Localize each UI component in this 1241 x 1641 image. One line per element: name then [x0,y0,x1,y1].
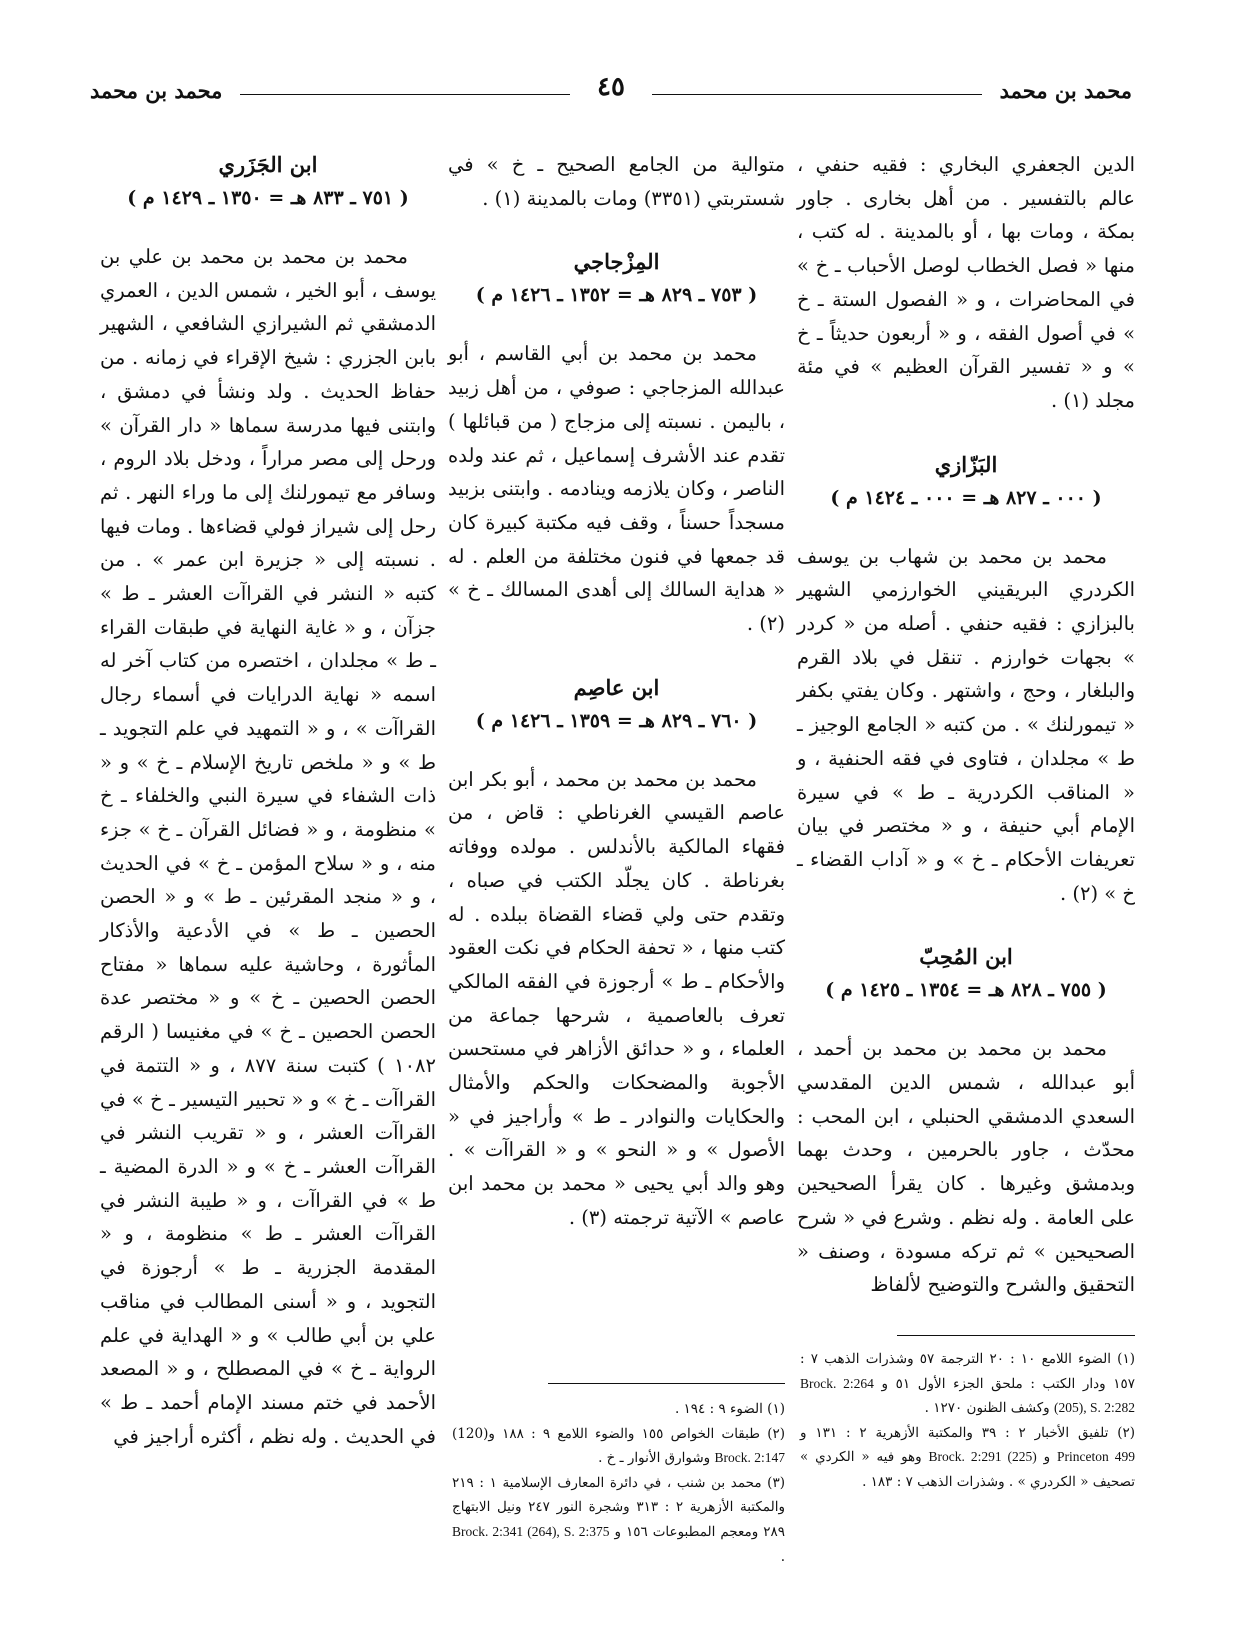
header-rule-left [240,94,570,95]
footnote-right-1-tail: وكشف الظنون ١٢٧٠ . [924,1400,1050,1417]
footnote-right-2-princeton: Princeton 499 [1057,1449,1135,1465]
entry-title-bazzazi: البَزّازي [934,451,998,477]
entry-dates-mizjaji: ( ٧٥٣ ـ ٨٢٩ هـ = ١٣٥٢ ـ ١٤٢٦ م ) [475,284,758,307]
footnote-middle-2-text: (٢) طبقات الخواص ١٥٥ والضوء اللامع ٩ : ١٨٨ و(120) [452,1425,786,1442]
footnote-right-2-brock: Brock. 2:291 (225) [928,1449,1037,1465]
entry-title-mizjaji: المِزْجاجي [573,249,660,275]
continued-text-middle: متوالية من الجامع الصحيح ـ خ » في شستربتي (٣٣٥١) ومات بالمدينة (١) . [448,153,785,210]
column-right [797,148,1135,1302]
entry-dates-ibn-asim: ( ٧٦٠ ـ ٨٢٩ هـ = ١٣٥٩ ـ ١٤٢٦ م ) [475,709,758,732]
continued-text: الدين الجعفري البخاري : فقيه حنفي ، عالم بالتفسير . من أهل بخارى . جاور بمكة ، ومات بها ، أو بالمدينة . له كتب ، منها « فصل الخطاب لوصل الأحباب ـ خ » في المحاضرات ، و « الفصول الستة ـ خ » في أصول الفقه ، و « أربعون حديثاً ـ خ » و « تفسير القرآن العظيم » في مئة مجلد (١) . [797,153,1135,412]
footnote-right-2-text: (٢) تلفيق الأخبار ٢ : ٣٩ والمكتبة الأزهرية ٢ : ١٣١ و [800,1424,1136,1441]
page-number: ٤٥ [597,72,625,102]
footnote-rule-middle [548,1383,785,1384]
entry-dates-ibn-almuhibb: ( ٧٥٥ ـ ٨٢٨ هـ = ١٣٥٤ ـ ١٤٢٥ م ) [825,979,1107,1002]
entry-text-mizjaji: محمد بن محمد بن أبي القاسم ، أبو عبدالله المزجاجي : صوفي ، من أهل زبيد ، باليمن . نسبته إلى مزجاج ( من قبائلها ) تقدم عند الأشرف إسماعيل ، ثم عند ولده الناصر ، وكان يلازمه وينادمه . وابتنى بزبيد مسجداً حسناً ، وقف فيه مكتبة كبيرة كان قد جمعها في فنون مختلفة من العلم . له « هداية السالك إلى أهدى المسالك ـ خ » (٢) . [448,342,785,636]
entry-dates-ibn-aljazari: ( ٧٥١ ـ ٨٣٣ هـ = ١٣٥٠ ـ ١٤٢٩ م ) [127,187,409,209]
entry-text-ibn-almuhibb: محمد بن محمد بن محمد بن أحمد ، أبو عبدالله ، شمس الدين المقدسي السعدي الدمشقي الحنبلي ، ابن المحب : محدّث ، جاور بالحرمين ، وحدث بهما وبدمشق وغيرها . كان يقرأ الصحيحين على العامة . وله نظم . وشرع في « شرح الصحيحين » ثم تركه مسودة ، وصنف « التحقيق والشرح والتوضيح لألفاظ [797,1037,1135,1297]
footnote-middle-2 [452,1422,785,1471]
footnote-middle-3-tail: . [780,1548,785,1565]
footnotes-middle [452,1397,785,1569]
entry-text-ibn-aljazari: محمد بن محمد بن محمد بن علي بن يوسف ، أبو الخير ، شمس الدين ، العمري الدمشقي ثم الشيرازي الشافعي ، الشهير بابن الجزري : شيخ الإقراء في زمانه . من حفاظ الحديث . ولد ونشأ في دمشق ، وابتنى فيها مدرسة سماها « دار القرآن » ورحل إلى مصر مراراً ، ودخل بلاد الروم ، وسافر مع تيمورلنك إلى ما وراء النهر . ثم رحل إلى شيراز فولي قضاءها . ومات فيها . نسبته إلى « جزيرة ابن عمر » . من كتبه « النشر في القراآت العشر ـ ط » جزآن ، و « غاية النهاية في طبقات القراء ـ ط » مجلدان ، اختصره من كتاب آخر له اسمه « نهاية الدرايات في أسماء رجال القراآت » ، و « التمهيد في علم التجويد ـ ط » و « ملخص تاريخ الإسلام ـ خ » و « ذات الشفاء في سيرة النبي والخلفاء ـ خ » منظومة ، و « فضائل القرآن ـ خ » جزء منه ، و « سلاح المؤمن ـ خ » في الحديث ، و « منجد المقرئين ـ ط » و « الحصن الحصين ـ ط » في الأدعية والأذكار المأثورة ، وحاشية عليه سماها « مفتاح الحصن الحصين ـ خ » و « مختصر عدة الحصن الحصين ـ خ » في مغنيسا ( الرقم ١٠٨٢ ) كتبت سنة ٨٧٧ ، و « التتمة في القراآت ـ خ » و « تحبير التيسير ـ خ » في القراآت العشر ، و « تقريب النشر في القراآت العشر ـ خ » و « الدرة المضية ـ ط » في القراآت ، و « طيبة النشر في القراآت العشر ـ ط » منظومة ، و « المقدمة الجزرية ـ ط » أرجوزة في التجويد ، و « أسنى المطالب في مناقب علي بن أبي طالب » و « الهداية في علم الرواية ـ خ » في المصطلح ، و « المصعد الأحمد في ختم مسند الإمام أحمد ـ ط » في الحديث . وله نظم ، أكثره أراجيز في [100,245,436,1448]
footnote-right-2-and: و [1043,1449,1051,1466]
entry-title-ibn-aljazari: ابن الجَزَري [218,152,318,177]
footnote-right-2-tail: وهو فيه « الكردي » تصحيف « الكردري » . وشذرات الذهب ٧ : ١٨٣ . [800,1449,1135,1490]
footnote-right-2 [800,1421,1135,1495]
running-head-left: محمد بن محمد [90,78,223,103]
running-head-right: محمد بن محمد [999,78,1132,103]
entry-title-ibn-asim: ابن عاصِم [573,674,660,700]
footnote-middle-3-brock: Brock. 2:341 (264), S. 2:375 [452,1523,610,1539]
footnote-middle-2-brock: Brock. 2:147 [714,1450,785,1466]
column-middle [448,148,785,1235]
footnote-middle-3 [452,1471,785,1569]
column-left [100,148,436,1453]
entry-title-ibn-almuhibb: ابن المُحِبّ [919,944,1013,970]
footnote-middle-3-text: (٣) محمد بن شنب ، في دائرة المعارف الإسلامية ١ : ٢١٩ والمكتبة الأزهرية ٢ : ٣١٣ وشجرة النور ٢٤٧ ونيل الابتهاج ٢٨٩ ومعجم المطبوعات ١٥٦ و [452,1474,786,1540]
entry-dates-bazzazi: ( ٠٠٠ ـ ٨٢٧ هـ = ٠٠٠ ـ ١٤٢٤ م ) [830,486,1102,509]
footnote-right-1-brock: Brock. 2:264 (205), S. 2:282 [800,1375,1135,1416]
footnote-middle-1: (١) الضوء ٩ : ١٩٤ . [674,1401,785,1417]
footnote-right-1 [800,1347,1135,1421]
footnote-rule-right [897,1335,1135,1336]
footnotes-right [800,1347,1135,1495]
page-header [90,72,1132,112]
entry-text-bazzazi: محمد بن محمد بن شهاب بن يوسف الكردري البريقيني الخوارزمي الشهير بالبزازي : فقيه حنفي . أصله من « كردر » بجهات خوارزم . تنقل في بلاد القرم والبلغار ، وحج ، واشتهر . وكان يفتي بكفر « تيمورلنك » . من كتبه « الجامع الوجيز ـ ط » مجلدان ، فتاوى في فقه الحنفية ، و « المناقب الكردرية ـ ط » في سيرة الإمام أبي حنيفة ، و « مختصر في بيان تعريفات الأحكام ـ خ » و « آداب القضاء ـ خ » (٢) . [797,544,1135,905]
entry-text-ibn-asim: محمد بن محمد بن محمد ، أبو بكر ابن عاصم القيسي الغرناطي : قاض ، من فقهاء المالكية بالأندلس . مولده ووفاته بغرناطة . كان يجلّد الكتب في صباه ، وتقدم حتى ولي قضاء القضاة ببلده . له كتب منها ، « تحفة الحكام في نكت العقود والأحكام ـ ط » أرجوزة في الفقه المالكي تعرف بالعاصمية ، شرحها جماعة من العلماء ، و « حدائق الأزاهر في مستحسن الأجوبة والمضحكات والحكم والأمثال والحكايات والنوادر ـ ط » وأراجيز في « الأصول » و « النحو » و « القراآت » . وهو والد أبي يحيى « محمد بن محمد ابن عاصم » الآتية ترجمته (٣) . [448,767,785,1229]
footnote-right-1-text: (١) الضوء اللامع ١٠ : ٢٠ الترجمة ٥٧ وشذرات الذهب ٧ : ١٥٧ ودار الكتب : ملحق الجزء الأول ٥١ و [800,1351,1136,1392]
footnote-middle-2-tail: وشوارق الأنوار ـ خ . [598,1450,711,1467]
